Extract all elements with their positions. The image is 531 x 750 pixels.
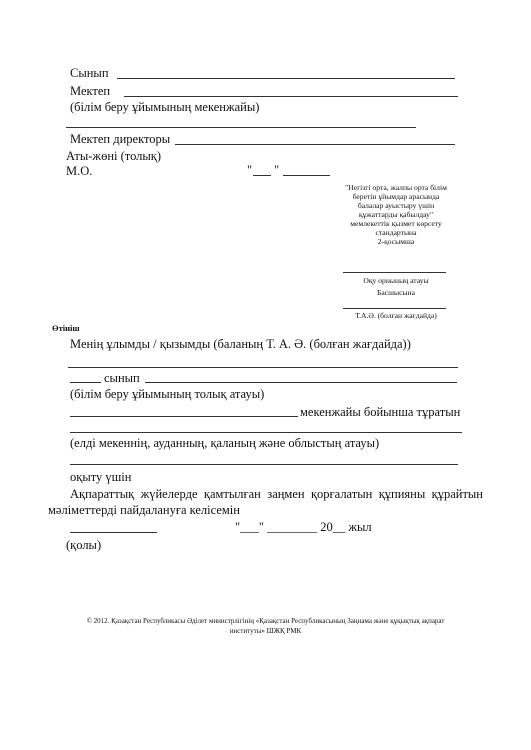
- director-label: Мектеп директоры: [70, 132, 171, 146]
- annex-line: стандартына: [375, 228, 417, 237]
- address-line: [66, 127, 416, 128]
- locality-label: (елді мекеннің, ауданның, қаланың және облыстың атауы): [70, 436, 380, 450]
- initials-label: М.О.: [66, 164, 93, 178]
- annex-line: мемлекеттік қызмет көрсету: [350, 219, 442, 228]
- signature-line: [70, 532, 157, 533]
- address-label: (білім беру ұйымының мекенжайы): [70, 100, 260, 114]
- application-title: Өтініш: [52, 323, 80, 333]
- org-name-line: [145, 382, 457, 383]
- head-label: Басшысына: [377, 288, 415, 297]
- annex-line: 2-қосымша: [377, 237, 415, 246]
- school-label: Мектеп: [70, 84, 111, 98]
- residing-label: мекенжайы бойынша тұратын: [300, 405, 461, 419]
- annex-block: [336, 183, 456, 246]
- annex-line: беретін ұйымдар арасында: [352, 192, 440, 201]
- date-month-line: [283, 175, 330, 176]
- class-line: [117, 78, 455, 79]
- annex-line: "Негізгі орта, жалпы орта білім: [345, 183, 447, 192]
- date-day-line: [253, 175, 271, 176]
- institution-label: Оқу орнының атауы: [363, 276, 429, 285]
- signature-label: (қолы): [66, 538, 102, 552]
- locality-line: [70, 432, 462, 433]
- child-line-text: Менің ұлымды / қызымды (баланың Т. А. Ә. (болған жағдайда)): [70, 337, 411, 351]
- org-name-label: (білім беру ұйымының толық атауы): [70, 387, 265, 401]
- school-line: [124, 96, 458, 97]
- class-number-line: [70, 382, 101, 383]
- footer-line-1: © 2012. Қазақстан Республикасы Әділет министрлігінің «Қазақстан Республикасының Заңнама және құқықтық ақпарат: [86, 617, 445, 625]
- date-quote-open: ": [247, 163, 253, 177]
- address-input-line: [70, 416, 298, 417]
- consent-line-1: Ақпараттық жүйелерде қамтылған заңмен қорғалатын құпияны құрайтын: [70, 487, 483, 501]
- date-quote-close: ": [274, 163, 280, 177]
- institution-line: [343, 272, 446, 273]
- date-line: "___" ________ 20__ жыл: [235, 520, 372, 534]
- class-label: Сынып: [70, 66, 109, 80]
- child-name-line: [68, 367, 458, 368]
- fio-line: [343, 308, 446, 309]
- class-word: сынып: [104, 371, 140, 385]
- fullname-label: Аты-жөні (толық): [66, 149, 162, 163]
- locality-line-2: [70, 464, 458, 465]
- annex-line: құжаттарды қабылдау": [358, 210, 434, 219]
- for-study-label: оқыту үшін: [70, 470, 132, 484]
- consent-line-2: мәліметтерді пайдалануға келісемін: [48, 503, 240, 517]
- footer-line-2: институты» ШЖҚ РМК: [229, 627, 302, 635]
- director-line: [175, 144, 455, 145]
- fio-label: Т.А.Ә. (болған жағдайда): [355, 311, 437, 320]
- annex-line: балалар ауыстыру үшін: [357, 201, 435, 210]
